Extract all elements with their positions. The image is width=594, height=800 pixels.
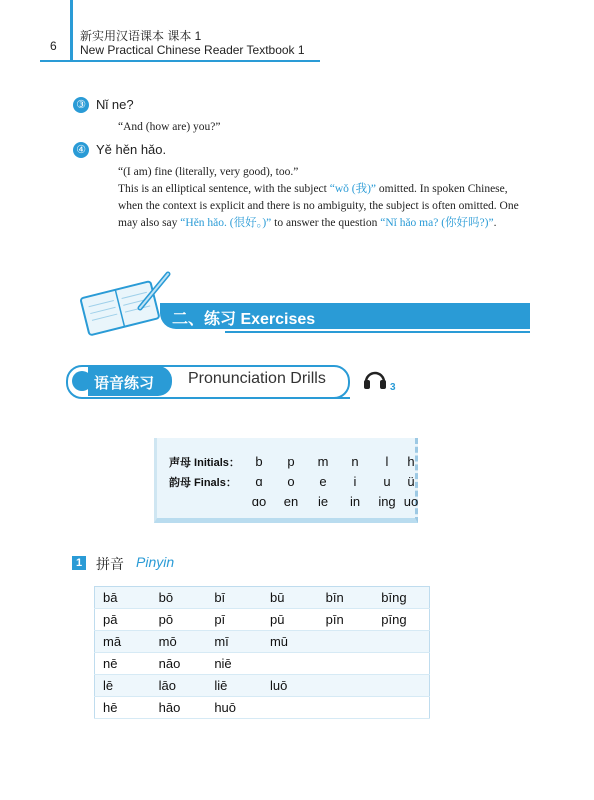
pinyin-table (94, 586, 430, 719)
drills-bullet (72, 371, 92, 391)
table-cell: hē (95, 697, 151, 719)
table-cell: niē (206, 653, 262, 675)
table-cell (373, 653, 429, 675)
table-cell (373, 631, 429, 653)
table-row (95, 631, 430, 653)
drills-underline (92, 397, 350, 399)
table-cell (318, 675, 374, 697)
table-cell: bō (151, 587, 207, 609)
table-cell (373, 675, 429, 697)
table-cell: mā (95, 631, 151, 653)
table-cell: pō (151, 609, 207, 631)
initials-label: 声母 Initials： (169, 457, 240, 469)
table-row (95, 587, 430, 609)
table-cell: luō (262, 675, 318, 697)
note-4-translation: “(I am) fine (literally, very good), too.” (118, 166, 299, 178)
table-cell: lāo (151, 675, 207, 697)
table-cell: mū (262, 631, 318, 653)
table-cell (373, 697, 429, 719)
initial-l: l (385, 454, 389, 469)
table-cell: pīng (373, 609, 429, 631)
section-title-en: Pinyin (136, 554, 175, 570)
note-4-pinyin: Yě hěn hǎo. (96, 142, 167, 157)
section-number: 1 (72, 556, 86, 570)
table-row (95, 675, 430, 697)
drills-title-cn: 语音练习 (94, 375, 155, 392)
headphones-icon[interactable] (362, 366, 388, 392)
table-cell (262, 697, 318, 719)
initial-p: p (287, 454, 295, 469)
finals-label: 韵母 Finals： (169, 477, 237, 489)
final-v: ü (407, 474, 415, 489)
table-row (95, 609, 430, 631)
exercises-underline (225, 331, 530, 333)
final-o: o (287, 474, 295, 489)
explanation-text: . (493, 217, 497, 229)
table-cell: lē (95, 675, 151, 697)
table-cell: huō (206, 697, 262, 719)
book-title-en: New Practical Chinese Reader Textbook 1 (80, 43, 305, 57)
exercises-heading: 二、练习 Exercises (172, 311, 316, 328)
final-u: u (383, 474, 391, 489)
table-cell: nē (95, 653, 151, 675)
final-i: i (353, 474, 357, 489)
table-cell: bīng (373, 587, 429, 609)
table-cell: pī (206, 609, 262, 631)
table-cell: mō (151, 631, 207, 653)
final-en: en (283, 494, 299, 509)
table-cell (318, 653, 374, 675)
table-cell: hāo (151, 697, 207, 719)
final-in: in (349, 494, 361, 509)
table-cell: pā (95, 609, 151, 631)
table-cell (318, 631, 374, 653)
table-cell: pū (262, 609, 318, 631)
table-cell (318, 697, 374, 719)
header-rule (40, 60, 320, 62)
table-cell: bā (95, 587, 151, 609)
initials-finals-box (154, 438, 418, 523)
explanation-example-wo: “wǒ (我)” (329, 183, 377, 195)
explanation-example-hen-hao: “Hěn hǎo. (很好。)” (180, 217, 272, 229)
initial-n: n (351, 454, 359, 469)
table-row (95, 697, 430, 719)
section-title-cn: 拼音 (96, 556, 124, 572)
book-title-cn: 新实用汉语课本 课本 1 (80, 29, 202, 43)
explanation-example-ni-hao-ma: “Nǐ hǎo ma? (你好吗?)” (380, 217, 494, 229)
initial-b: b (255, 454, 263, 469)
explanation-text: This is an elliptical sentence, with the subject (118, 183, 330, 195)
explanation-text: to answer the question (271, 217, 381, 229)
table-cell: pīn (318, 609, 374, 631)
explanation-text: omitted. In spoken Chinese, when the context is explicit and there is no ambiguity, the subject is often omitted. One may also say (118, 183, 519, 229)
table-cell: bī (206, 587, 262, 609)
note-3-translation: “And (how are) you?” (118, 121, 221, 133)
table-cell: bū (262, 587, 318, 609)
table-cell (262, 653, 318, 675)
final-a: ɑ (255, 474, 263, 489)
audio-track-number: 3 (390, 382, 396, 393)
drills-title-en: Pronunciation Drills (188, 370, 326, 387)
finals-row-1 (169, 474, 415, 490)
note-number-3: ③ (73, 97, 89, 113)
page-number: 6 (50, 39, 57, 53)
note-3-pinyin: Nǐ ne? (96, 97, 134, 112)
table-cell: bīn (318, 587, 374, 609)
final-uo: uo (403, 494, 419, 509)
final-ing: ing (378, 494, 396, 509)
table-row (95, 653, 430, 675)
final-e: e (319, 474, 327, 489)
final-ao: ɑo (251, 494, 267, 509)
final-ie: ie (317, 494, 329, 509)
initials-row (169, 454, 415, 470)
note-number-4: ④ (73, 142, 89, 158)
table-cell: nāo (151, 653, 207, 675)
initial-h: h (407, 454, 415, 469)
grammar-explanation (118, 181, 528, 232)
table-cell: mī (206, 631, 262, 653)
table-cell: liē (206, 675, 262, 697)
initial-m: m (317, 454, 329, 469)
header-accent-line (70, 0, 73, 62)
